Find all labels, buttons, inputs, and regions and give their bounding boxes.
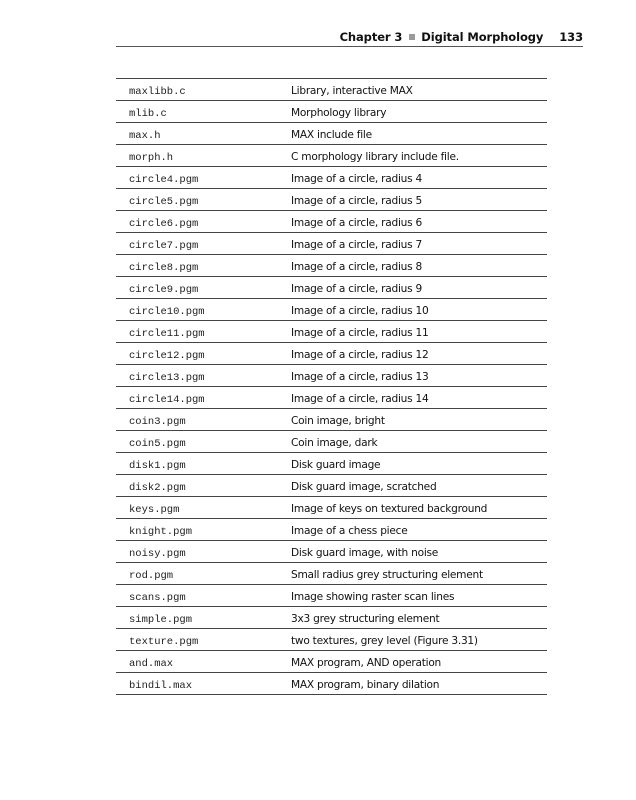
file-name-cell: circle11.pgm	[129, 327, 205, 340]
file-name-cell: rod.pgm	[129, 569, 174, 582]
file-description-cell: MAX program, binary dilation	[291, 678, 440, 691]
table-row	[116, 167, 547, 189]
table-row	[116, 145, 547, 167]
table-row	[116, 211, 547, 233]
table-row	[116, 277, 547, 299]
file-name-cell: coin5.pgm	[129, 437, 186, 450]
table-row	[116, 541, 547, 563]
file-description-cell: Image of a circle, radius 4	[291, 172, 422, 185]
file-name-cell: circle7.pgm	[129, 239, 199, 252]
table-row	[116, 255, 547, 277]
file-description-cell: Morphology library	[291, 106, 387, 119]
table-row	[116, 409, 547, 431]
file-description-cell: Image showing raster scan lines	[291, 590, 455, 603]
table-row	[116, 343, 547, 365]
table-row	[116, 365, 547, 387]
file-name-cell: circle12.pgm	[129, 349, 205, 362]
file-description-cell: Image of a circle, radius 13	[291, 370, 429, 383]
file-description-cell: two textures, grey level (Figure 3.31)	[291, 634, 478, 647]
file-name-cell: maxlibb.c	[129, 85, 186, 98]
table-row	[116, 233, 547, 255]
file-description-cell: Image of a circle, radius 5	[291, 194, 422, 207]
file-description-cell: Image of a circle, radius 8	[291, 260, 422, 273]
table-row	[116, 673, 547, 695]
table-row	[116, 651, 547, 673]
table-row	[116, 585, 547, 607]
file-description-cell: MAX program, AND operation	[291, 656, 442, 669]
file-name-cell: max.h	[129, 129, 161, 142]
file-description-cell: Image of keys on textured background	[291, 502, 488, 515]
table-row	[116, 387, 547, 409]
file-name-cell: simple.pgm	[129, 613, 193, 626]
table-row	[116, 321, 547, 343]
file-name-cell: circle4.pgm	[129, 173, 199, 186]
file-description-cell: Image of a circle, radius 14	[291, 392, 429, 405]
file-description-cell: Coin image, dark	[291, 436, 378, 449]
file-name-cell: circle14.pgm	[129, 393, 205, 406]
file-name-cell: disk1.pgm	[129, 459, 186, 472]
file-description-cell: Coin image, bright	[291, 414, 385, 427]
file-name-cell: circle10.pgm	[129, 305, 205, 318]
file-description-cell: Image of a circle, radius 9	[291, 282, 422, 295]
file-description-cell: Image of a circle, radius 10	[291, 304, 429, 317]
running-header	[116, 30, 583, 46]
file-description-cell: Disk guard image	[291, 458, 381, 471]
table-row	[116, 123, 547, 145]
table-row	[116, 607, 547, 629]
file-name-cell: keys.pgm	[129, 503, 180, 516]
file-name-cell: bindil.max	[129, 679, 193, 692]
file-name-cell: circle6.pgm	[129, 217, 199, 230]
file-description-cell: Image of a circle, radius 12	[291, 348, 429, 361]
file-description-cell: Image of a circle, radius 11	[291, 326, 429, 339]
file-name-cell: and.max	[129, 657, 174, 670]
file-name-cell: morph.h	[129, 151, 174, 164]
file-description-cell: Disk guard image, with noise	[291, 546, 439, 559]
file-name-cell: noisy.pgm	[129, 547, 186, 560]
file-name-cell: mlib.c	[129, 107, 167, 120]
header-rule	[116, 46, 583, 47]
table-row	[116, 79, 547, 101]
file-description-cell: Small radius grey structuring element	[291, 568, 483, 581]
table-row	[116, 431, 547, 453]
file-name-cell: texture.pgm	[129, 635, 199, 648]
table-row	[116, 519, 547, 541]
file-name-cell: scans.pgm	[129, 591, 186, 604]
table-row	[116, 453, 547, 475]
file-description-cell: Image of a chess piece	[291, 524, 408, 537]
file-description-cell: Library, interactive MAX	[291, 84, 413, 97]
file-description-cell: Image of a circle, radius 6	[291, 216, 422, 229]
table-row	[116, 475, 547, 497]
chapter-title: Digital Morphology	[421, 30, 544, 44]
file-name-cell: disk2.pgm	[129, 481, 186, 494]
file-name-cell: coin3.pgm	[129, 415, 186, 428]
file-name-cell: circle5.pgm	[129, 195, 199, 208]
page-number: 133	[559, 30, 583, 44]
file-description-cell: 3x3 grey structuring element	[291, 612, 440, 625]
file-name-cell: circle9.pgm	[129, 283, 199, 296]
table-row	[116, 189, 547, 211]
file-description-cell: MAX include file	[291, 128, 372, 141]
table-row	[116, 563, 547, 585]
file-description-cell: C morphology library include file.	[291, 150, 459, 163]
separator-square-icon	[409, 34, 415, 40]
table-row	[116, 629, 547, 651]
table-row	[116, 299, 547, 321]
chapter-label: Chapter 3	[339, 30, 403, 44]
table-row	[116, 497, 547, 519]
table-row	[116, 101, 547, 123]
file-name-cell: circle13.pgm	[129, 371, 205, 384]
file-listing-table	[116, 78, 547, 695]
file-description-cell: Image of a circle, radius 7	[291, 238, 422, 251]
file-name-cell: circle8.pgm	[129, 261, 199, 274]
file-name-cell: knight.pgm	[129, 525, 193, 538]
file-description-cell: Disk guard image, scratched	[291, 480, 437, 493]
